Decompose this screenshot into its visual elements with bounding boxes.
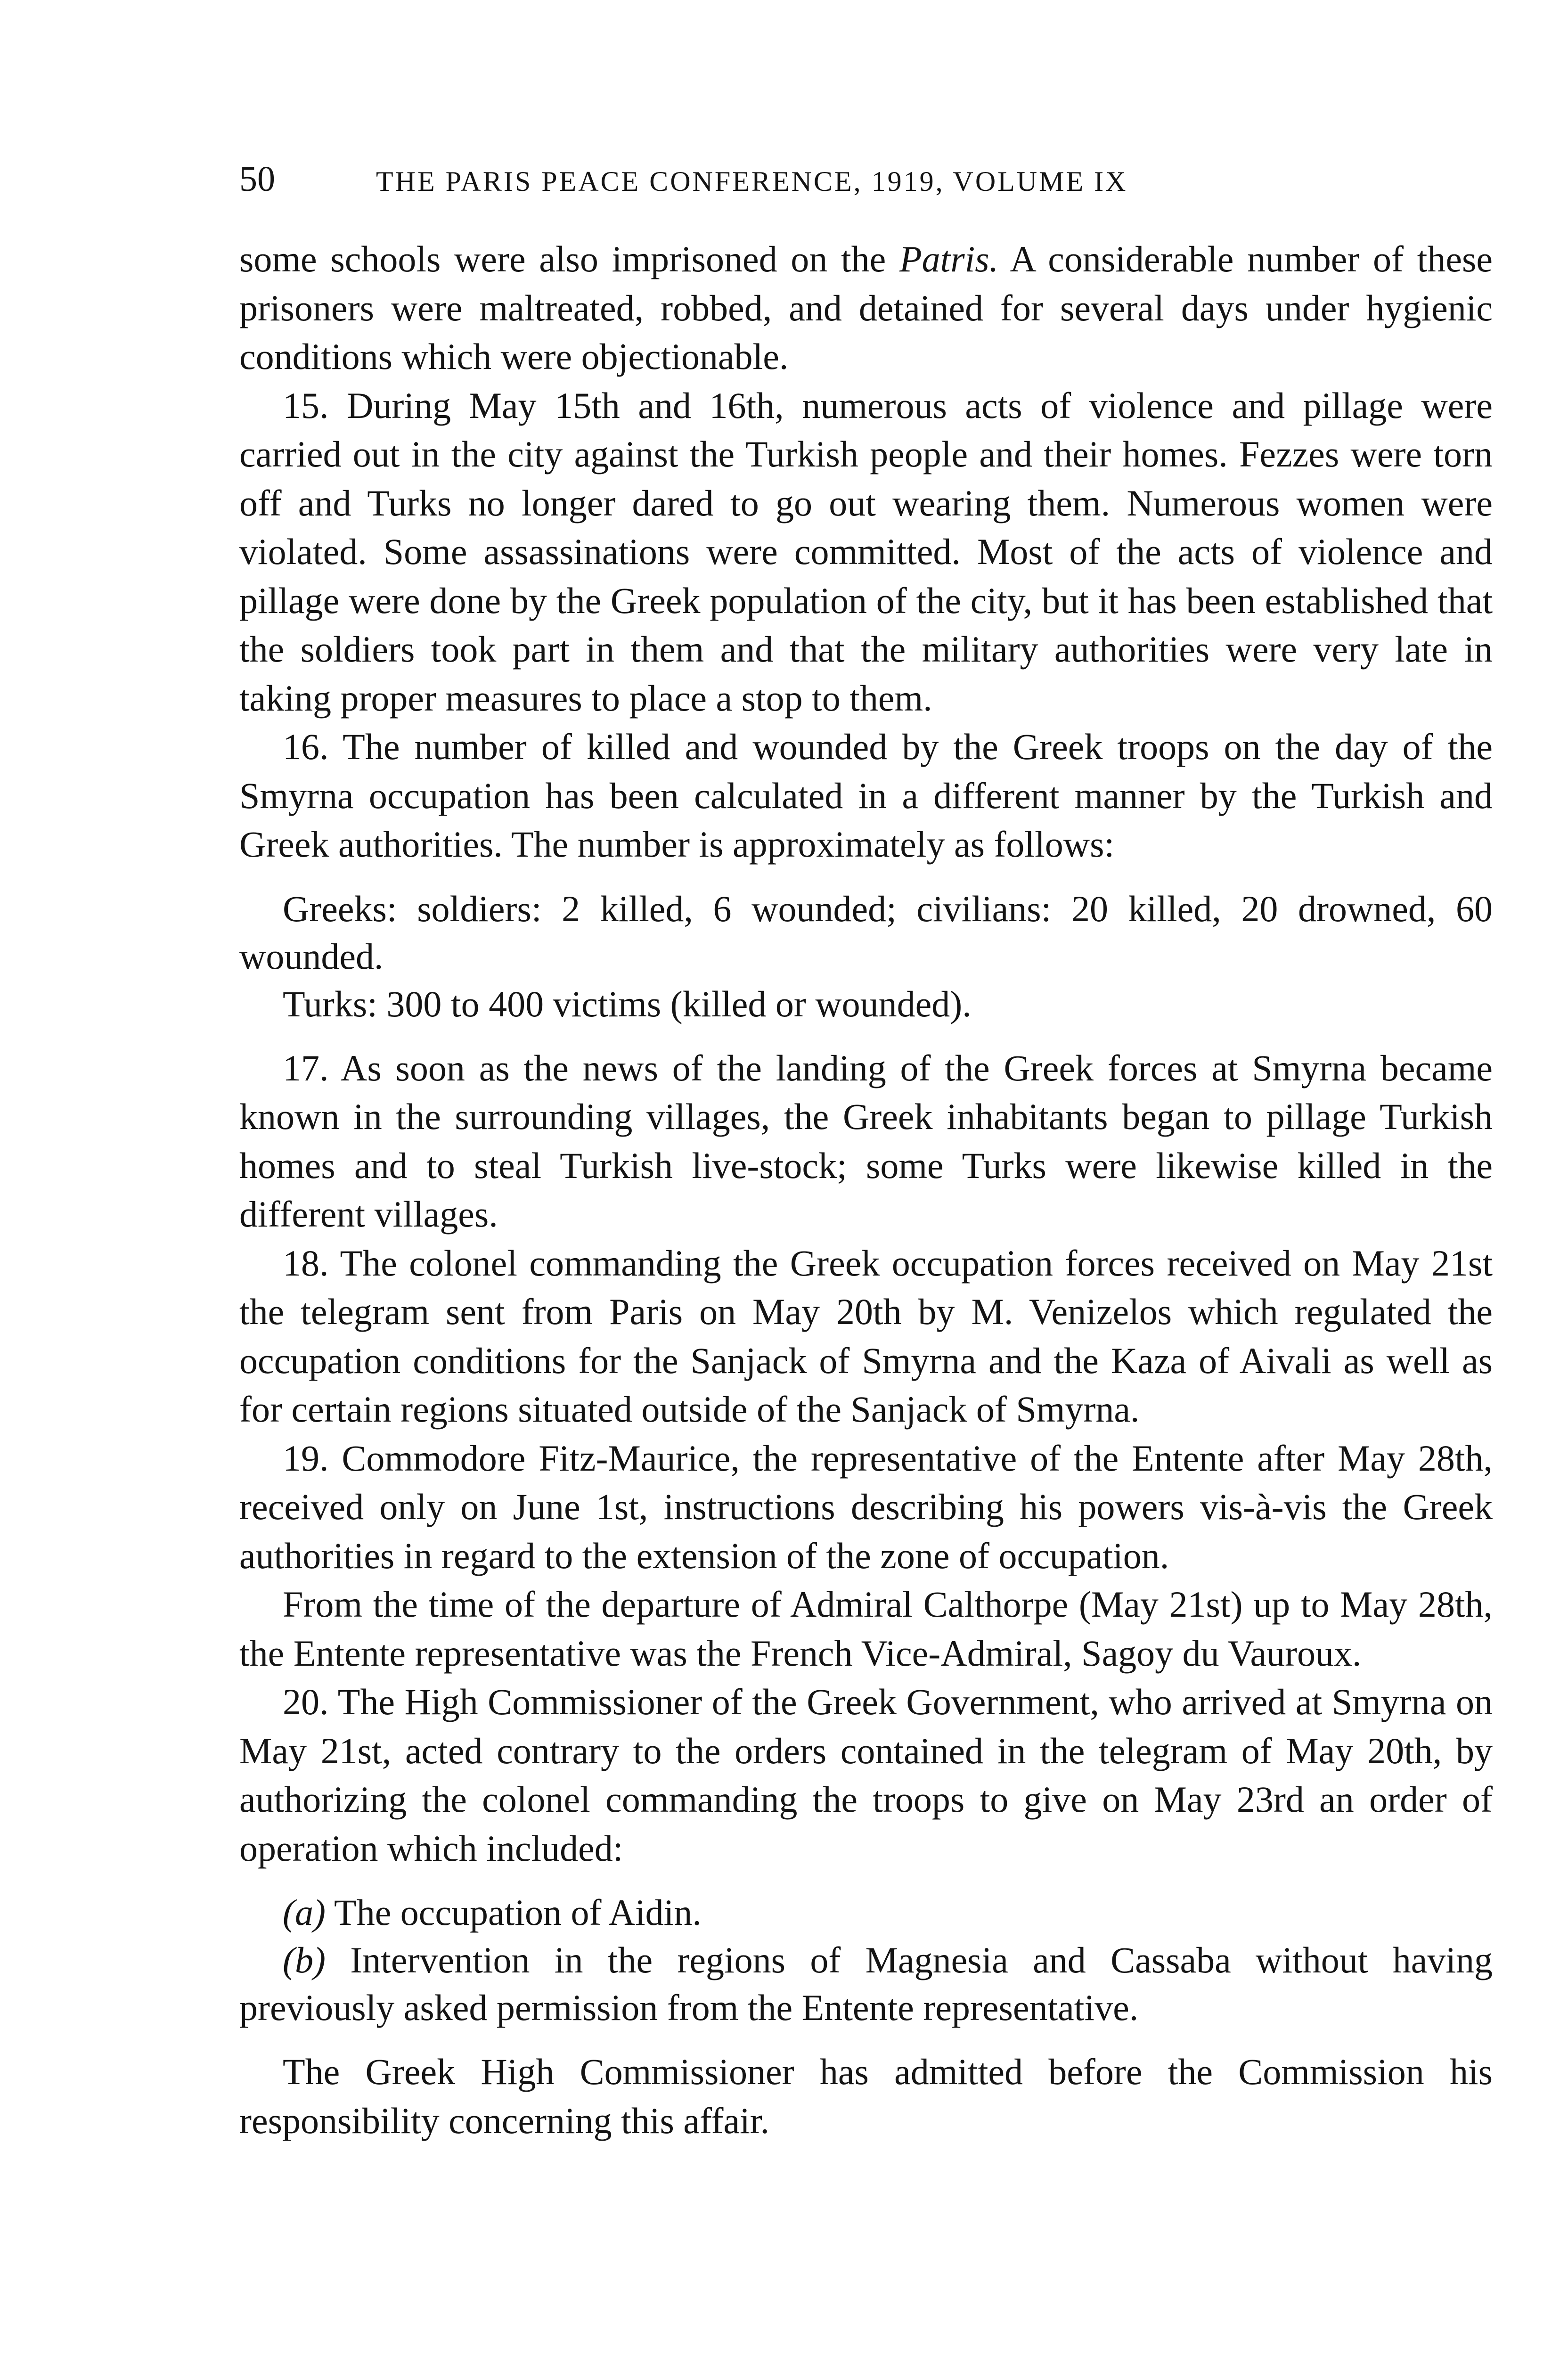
page-number: 50: [239, 159, 275, 199]
paragraph-15: 15. During May 15th and 16th, numerous acts of violence and pillage were carried out in the city against the Turkish people and their homes. Fezzes were torn off and Turks no longer dared to go out wearing them. Numerous women were violated. Some assassinations were committed. Most of the acts of violence and pillage were done by the Greek population of the city, but it has been established that the soldiers took part in them and that the military authorities were very late in taking proper measures to place a stop to them.: [239, 384, 1493, 719]
paragraph-20: 20. The High Commissioner of the Greek Government, who arrived at Smyrna on May 21st, acted contrary to the orders contained in the telegram of May 20th, by authorizing the colonel commanding the troops to give on May 23rd an order of operation which included:: [239, 1681, 1493, 1869]
paragraph-final: The Greek High Commissioner has admitted before the Commission his responsibility concerning this affair.: [239, 2051, 1493, 2141]
list-item-b-text: Intervention in the regions of Magnesia and Cassaba without having previously asked permission from the Entente representative.: [239, 1939, 1493, 2028]
ship-name: Patris.: [899, 238, 999, 279]
paragraph-continuation: [239, 235, 1493, 381]
paragraph-19-continued: From the time of the departure of Admiral Calthorpe (May 21st) up to May 28th, the Entente representative was the French Vice-Admiral, Sagoy du Vauroux.: [239, 1584, 1493, 1674]
casualty-list: [239, 885, 1493, 1028]
operation-order-list: [239, 1889, 1493, 2031]
list-item-b: [239, 1936, 1493, 2031]
document-page: [239, 155, 1493, 2145]
paragraph-17: 17. As soon as the news of the landing of the Greek forces at Smyrna became known in the surrounding villages, the Greek inhabitants began to pillage Turkish homes and to steal Turkish live-stock; some Turks were likewise killed in the different villages.: [239, 1047, 1493, 1235]
list-item-a-label: (a): [283, 1892, 326, 1933]
paragraph-18: 18. The colonel commanding the Greek occupation forces received on May 21st the telegram sent from Paris on May 20th by M. Venizelos which regulated the occupation conditions for the Sanjack of Smyrna and the Kaza of Aivali as well as for certain regions situated outside of the Sanjack of Smyrna.: [239, 1242, 1493, 1430]
running-title: THE PARIS PEACE CONFERENCE, 1919, VOLUME IX: [376, 166, 1128, 197]
paragraph-16: 16. The number of killed and wounded by the Greek troops on the day of the Smyrna occupation has been calculated in a different manner by the Turkish and Greek authorities. The number is approximately as follows:: [239, 726, 1493, 865]
list-item-b-label: (b): [283, 1939, 326, 1980]
continuation-text-b: A considerable number of these prisoners were maltreated, robbed, and detained for several days under hygienic conditions which were objectionable.: [239, 238, 1493, 377]
continuation-text-a: some schools were also imprisoned on the: [239, 238, 899, 279]
paragraph-19: 19. Commodore Fitz-Maurice, the representative of the Entente after May 28th, received only on June 1st, instructions describing his powers vis-à-vis the Greek authorities in regard to the extension of the zone of occupation.: [239, 1437, 1493, 1576]
list-item-a-text: The occupation of Aidin.: [325, 1892, 702, 1933]
running-header: [239, 155, 1493, 207]
casualties-turks: Turks: 300 to 400 victims (killed or wounded).: [283, 983, 972, 1024]
list-item-a: [239, 1889, 1493, 1936]
casualties-greeks: Greeks: soldiers: 2 killed, 6 wounded; civilians: 20 killed, 20 drowned, 60 wounded.: [239, 888, 1493, 977]
